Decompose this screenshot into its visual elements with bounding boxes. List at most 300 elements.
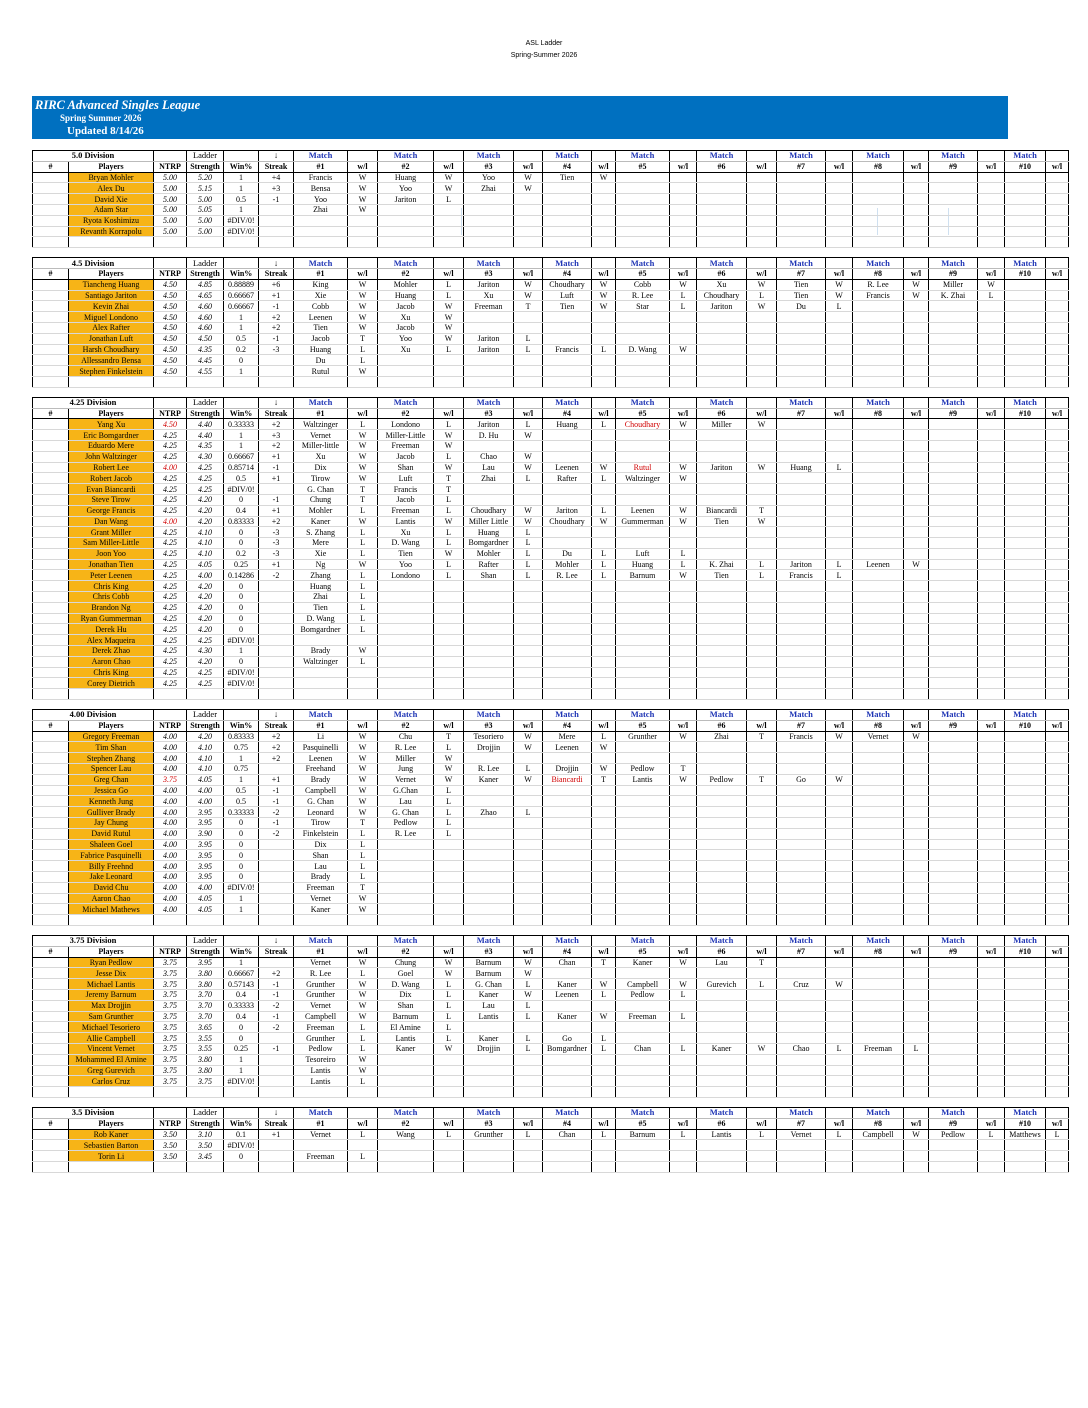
match-result: L — [434, 1129, 464, 1140]
opponent-name: Huang — [777, 462, 826, 473]
empty-cell — [514, 258, 543, 269]
empty-cell — [514, 1022, 543, 1033]
opponent-name: Yoo — [294, 194, 348, 205]
opponent-name: Pasquinelli — [294, 742, 348, 753]
strength-value: 3.70 — [187, 989, 224, 1000]
col-num: # — [33, 408, 69, 419]
empty-cell — [592, 1054, 616, 1065]
streak-value: -3 — [259, 538, 294, 549]
empty-cell — [670, 602, 697, 613]
opponent-name: Ng — [294, 559, 348, 570]
player-name: Carlos Cruz — [69, 1076, 154, 1087]
empty-cell — [747, 312, 777, 323]
empty-cell — [853, 689, 904, 700]
empty-cell — [929, 376, 978, 387]
empty-cell — [777, 215, 826, 226]
empty-cell — [670, 635, 697, 646]
empty-cell — [929, 322, 978, 333]
empty-cell — [592, 667, 616, 678]
empty-cell — [904, 968, 929, 979]
empty-cell — [514, 494, 543, 505]
empty-cell — [378, 1065, 434, 1076]
empty-cell — [348, 689, 378, 700]
empty-cell — [929, 989, 978, 1000]
empty-cell — [616, 581, 670, 592]
col-match-num: #7 — [777, 268, 826, 279]
win-pct-value: 0.88889 — [224, 279, 259, 290]
empty-cell — [904, 592, 929, 603]
player-row — [33, 419, 1069, 430]
col-wl: w/l — [592, 1118, 616, 1129]
empty-cell — [697, 1033, 747, 1044]
empty-cell — [616, 484, 670, 495]
empty-cell — [1005, 656, 1046, 667]
col-match-num: #8 — [853, 720, 904, 731]
empty-cell — [697, 1076, 747, 1087]
empty-cell — [543, 893, 592, 904]
empty-cell — [853, 979, 904, 990]
empty-cell — [697, 807, 747, 818]
col-winpct: Win% — [224, 720, 259, 731]
player-name: Gulliver Brady — [69, 807, 154, 818]
empty-cell — [929, 785, 978, 796]
empty-cell — [826, 430, 853, 441]
empty-cell — [929, 861, 978, 872]
match-result: W — [826, 731, 853, 742]
empty-cell — [543, 624, 592, 635]
match-result: W — [348, 731, 378, 742]
empty-cell — [543, 226, 592, 237]
empty-cell — [853, 1151, 904, 1162]
col-wl: w/l — [978, 1118, 1005, 1129]
empty-cell — [697, 613, 747, 624]
rank-cell — [33, 494, 69, 505]
match-result: W — [434, 774, 464, 785]
empty-cell — [777, 872, 826, 883]
empty-cell — [543, 689, 592, 700]
strength-value: 4.25 — [187, 462, 224, 473]
empty-cell — [853, 581, 904, 592]
match-result: W — [348, 1000, 378, 1011]
empty-cell — [747, 1000, 777, 1011]
match-result: W — [514, 968, 543, 979]
player-row — [33, 592, 1069, 603]
empty-cell — [826, 440, 853, 451]
empty-cell — [1046, 1043, 1069, 1054]
empty-cell — [543, 646, 592, 657]
match-result: W — [514, 462, 543, 473]
match-label: Match — [929, 935, 978, 946]
empty-cell — [777, 226, 826, 237]
empty-cell — [853, 646, 904, 657]
empty-cell — [697, 226, 747, 237]
empty-cell — [747, 613, 777, 624]
match-label: Match — [697, 258, 747, 269]
col-match-num: #10 — [1005, 720, 1046, 731]
opponent-name: Jariton — [777, 559, 826, 570]
empty-cell — [777, 548, 826, 559]
player-name: Santiago Jariton — [69, 290, 154, 301]
empty-cell — [853, 968, 904, 979]
empty-cell — [616, 1161, 670, 1172]
empty-cell — [904, 710, 929, 721]
empty-cell — [853, 366, 904, 377]
empty-cell — [978, 592, 1005, 603]
player-row — [33, 440, 1069, 451]
empty-cell — [616, 893, 670, 904]
match-result: L — [434, 979, 464, 990]
empty-cell — [514, 1107, 543, 1118]
col-winpct: Win% — [224, 1118, 259, 1129]
ntrp-value: 4.50 — [154, 290, 187, 301]
empty-cell — [978, 872, 1005, 883]
empty-cell — [1046, 322, 1069, 333]
opponent-name: Finkelstein — [294, 828, 348, 839]
empty-cell — [616, 204, 670, 215]
streak-value: -1 — [259, 301, 294, 312]
ntrp-value: 4.25 — [154, 440, 187, 451]
empty-cell — [514, 624, 543, 635]
empty-cell — [1046, 151, 1069, 162]
division-spacer — [33, 700, 1069, 710]
empty-cell — [434, 710, 464, 721]
empty-cell — [904, 850, 929, 861]
empty-cell — [853, 989, 904, 1000]
strength-value: 3.95 — [187, 872, 224, 883]
match-result: W — [826, 290, 853, 301]
empty-cell — [826, 1033, 853, 1044]
empty-cell — [904, 1076, 929, 1087]
opponent-name: Miller — [929, 279, 978, 290]
empty-cell — [1046, 742, 1069, 753]
empty-cell — [1005, 678, 1046, 689]
empty-cell — [514, 882, 543, 893]
empty-cell — [1046, 592, 1069, 603]
empty-cell — [978, 624, 1005, 635]
opponent-name: Leonard — [294, 807, 348, 818]
empty-cell — [1046, 839, 1069, 850]
empty-cell — [187, 1161, 224, 1172]
empty-cell — [69, 915, 154, 926]
opponent-name: Freeman — [294, 1151, 348, 1162]
strength-value: 4.20 — [187, 613, 224, 624]
streak-value — [259, 957, 294, 968]
empty-cell — [154, 1087, 187, 1098]
empty-cell — [670, 1022, 697, 1033]
opponent-name: Shan — [378, 462, 434, 473]
col-match-num: #10 — [1005, 268, 1046, 279]
opponent-name: Chu — [378, 731, 434, 742]
strength-value: 3.10 — [187, 1129, 224, 1140]
match-result: L — [348, 1022, 378, 1033]
win-pct-value: 0.66667 — [224, 968, 259, 979]
player-name: Billy Freehnd — [69, 861, 154, 872]
empty-cell — [543, 807, 592, 818]
match-result: L — [434, 344, 464, 355]
empty-cell — [616, 915, 670, 926]
streak-value: +6 — [259, 279, 294, 290]
empty-cell — [543, 1022, 592, 1033]
strength-value: 4.20 — [187, 505, 224, 516]
empty-cell — [348, 237, 378, 248]
opponent-name: Londono — [378, 419, 434, 430]
col-wl: w/l — [434, 161, 464, 172]
empty-cell — [697, 1161, 747, 1172]
match-result: W — [348, 279, 378, 290]
empty-cell — [464, 592, 514, 603]
empty-cell — [592, 204, 616, 215]
empty-cell — [434, 1054, 464, 1065]
match-label: Match — [378, 151, 434, 162]
empty-cell — [378, 592, 434, 603]
streak-value: +2 — [259, 968, 294, 979]
empty-cell — [777, 592, 826, 603]
player-name: Eduardo Mere — [69, 440, 154, 451]
empty-cell — [853, 1033, 904, 1044]
player-name: David Rutul — [69, 828, 154, 839]
col-wl: w/l — [1046, 1118, 1069, 1129]
match-result: L — [434, 279, 464, 290]
empty-cell — [929, 807, 978, 818]
player-row — [33, 656, 1069, 667]
opponent-name: Zhai — [294, 204, 348, 215]
empty-cell — [434, 635, 464, 646]
strength-value: 4.40 — [187, 430, 224, 441]
empty-cell — [747, 818, 777, 829]
empty-cell — [464, 484, 514, 495]
empty-cell — [904, 828, 929, 839]
empty-cell — [670, 1151, 697, 1162]
match-result: W — [592, 290, 616, 301]
division-spacer — [33, 925, 1069, 935]
col-match-num: #7 — [777, 1118, 826, 1129]
empty-cell — [747, 1140, 777, 1151]
opponent-name: K. Zhai — [697, 559, 747, 570]
streak-value — [259, 764, 294, 775]
opponent-name: Jariton — [697, 301, 747, 312]
opponent-name: Dix — [294, 839, 348, 850]
match-result: L — [592, 1129, 616, 1140]
streak-value: +3 — [259, 430, 294, 441]
win-pct-value: 1 — [224, 1054, 259, 1065]
empty-cell — [853, 1140, 904, 1151]
empty-cell — [670, 1161, 697, 1172]
league-title: RIRC Advanced Singles League — [35, 98, 201, 112]
match-label: Match — [853, 710, 904, 721]
player-name: Miguel Londono — [69, 312, 154, 323]
opponent-name: Xu — [464, 290, 514, 301]
opponent-name: Biancardi — [543, 774, 592, 785]
empty-cell — [826, 355, 853, 366]
opponent-name: Kaner — [294, 516, 348, 527]
match-label: Match — [1005, 1107, 1046, 1118]
streak-value: +1 — [259, 774, 294, 785]
match-result: L — [592, 344, 616, 355]
ntrp-value: 3.50 — [154, 1140, 187, 1151]
empty-cell — [1046, 818, 1069, 829]
empty-cell — [514, 893, 543, 904]
empty-cell — [826, 592, 853, 603]
empty-cell — [1046, 957, 1069, 968]
opponent-name: Lau — [378, 796, 434, 807]
empty-cell — [904, 656, 929, 667]
empty-cell — [294, 1087, 348, 1098]
empty-cell — [592, 861, 616, 872]
empty-cell — [853, 818, 904, 829]
empty-cell — [826, 828, 853, 839]
empty-cell — [378, 1151, 434, 1162]
empty-cell — [929, 646, 978, 657]
empty-cell — [904, 1054, 929, 1065]
streak-value — [259, 656, 294, 667]
opponent-name: Barnum — [464, 968, 514, 979]
empty-cell — [1005, 979, 1046, 990]
empty-cell — [592, 1000, 616, 1011]
empty-cell — [1046, 935, 1069, 946]
match-result: W — [348, 764, 378, 775]
empty-cell — [853, 505, 904, 516]
empty-cell — [670, 828, 697, 839]
col-winpct: Win% — [224, 408, 259, 419]
empty-cell — [826, 1151, 853, 1162]
empty-cell — [929, 581, 978, 592]
opponent-name: Brady — [294, 774, 348, 785]
empty-cell — [826, 451, 853, 462]
empty-cell — [1005, 290, 1046, 301]
empty-cell — [592, 1107, 616, 1118]
empty-cell — [904, 344, 929, 355]
empty-cell — [777, 861, 826, 872]
empty-cell — [747, 935, 777, 946]
opponent-name: Freeman — [616, 1011, 670, 1022]
empty-cell — [697, 850, 747, 861]
empty-cell — [543, 494, 592, 505]
win-pct-value: 0.75 — [224, 742, 259, 753]
ntrp-value: 3.50 — [154, 1129, 187, 1140]
empty-cell — [378, 237, 434, 248]
match-result: L — [1046, 1129, 1069, 1140]
empty-cell — [697, 355, 747, 366]
empty-cell — [978, 419, 1005, 430]
streak-value: -1 — [259, 979, 294, 990]
match-result: L — [826, 1129, 853, 1140]
empty-cell — [670, 333, 697, 344]
empty-cell — [747, 333, 777, 344]
win-pct-value: 0.83333 — [224, 731, 259, 742]
empty-cell — [378, 850, 434, 861]
empty-cell — [747, 1087, 777, 1098]
empty-cell — [777, 850, 826, 861]
empty-cell — [514, 397, 543, 408]
match-result: W — [348, 451, 378, 462]
win-pct-value: 1 — [224, 774, 259, 785]
empty-cell — [464, 355, 514, 366]
empty-cell — [747, 1107, 777, 1118]
match-result: W — [514, 774, 543, 785]
empty-cell — [978, 1140, 1005, 1151]
opponent-name: Francis — [543, 344, 592, 355]
empty-cell — [697, 366, 747, 377]
empty-cell — [1005, 602, 1046, 613]
col-wl: w/l — [514, 720, 543, 731]
match-label: Match — [543, 1107, 592, 1118]
opponent-name: Shan — [294, 850, 348, 861]
win-pct-value: 1 — [224, 366, 259, 377]
empty-cell — [464, 796, 514, 807]
empty-cell — [777, 753, 826, 764]
col-wl: w/l — [1046, 720, 1069, 731]
opponent-name: Tien — [697, 570, 747, 581]
empty-cell — [616, 440, 670, 451]
win-pct-value: 1 — [224, 1065, 259, 1076]
empty-cell — [670, 355, 697, 366]
empty-cell — [978, 904, 1005, 915]
empty-cell — [378, 1140, 434, 1151]
empty-cell — [543, 1087, 592, 1098]
empty-cell — [978, 516, 1005, 527]
empty-cell — [670, 624, 697, 635]
empty-cell — [697, 451, 747, 462]
rank-cell — [33, 667, 69, 678]
win-pct-value: 1 — [224, 172, 259, 183]
empty-cell — [826, 473, 853, 484]
match-result: W — [670, 279, 697, 290]
empty-cell — [592, 1140, 616, 1151]
empty-cell — [904, 602, 929, 613]
match-result: L — [348, 613, 378, 624]
strength-value: 4.25 — [187, 473, 224, 484]
col-wl: w/l — [826, 946, 853, 957]
empty-cell — [1005, 559, 1046, 570]
empty-cell — [543, 818, 592, 829]
match-result: W — [434, 430, 464, 441]
player-name: Jesse Dix — [69, 968, 154, 979]
rank-cell — [33, 462, 69, 473]
match-result: L — [592, 731, 616, 742]
empty-cell — [616, 355, 670, 366]
empty-cell — [747, 850, 777, 861]
opponent-name: Zhai — [294, 592, 348, 603]
empty-cell — [378, 689, 434, 700]
opponent-name: Huang — [378, 172, 434, 183]
match-result: W — [434, 301, 464, 312]
empty-cell — [853, 440, 904, 451]
empty-cell — [904, 753, 929, 764]
empty-cell — [978, 581, 1005, 592]
empty-cell — [904, 689, 929, 700]
match-result: L — [348, 1033, 378, 1044]
opponent-name: Choudhary — [616, 419, 670, 430]
blank-row — [33, 237, 1069, 248]
match-result: W — [348, 646, 378, 657]
rank-cell — [33, 183, 69, 194]
col-wl: w/l — [670, 1118, 697, 1129]
empty-cell — [1005, 1140, 1046, 1151]
match-result: L — [348, 861, 378, 872]
empty-cell — [777, 1140, 826, 1151]
ntrp-value: 3.75 — [154, 1054, 187, 1065]
empty-cell — [978, 839, 1005, 850]
empty-cell — [978, 505, 1005, 516]
sort-arrow: ↓ — [259, 1107, 294, 1118]
empty-cell — [1005, 635, 1046, 646]
match-label: Match — [378, 397, 434, 408]
col-match-num: #4 — [543, 161, 592, 172]
empty-cell — [592, 872, 616, 883]
empty-cell — [826, 957, 853, 968]
empty-cell — [904, 516, 929, 527]
strength-value: 4.65 — [187, 290, 224, 301]
